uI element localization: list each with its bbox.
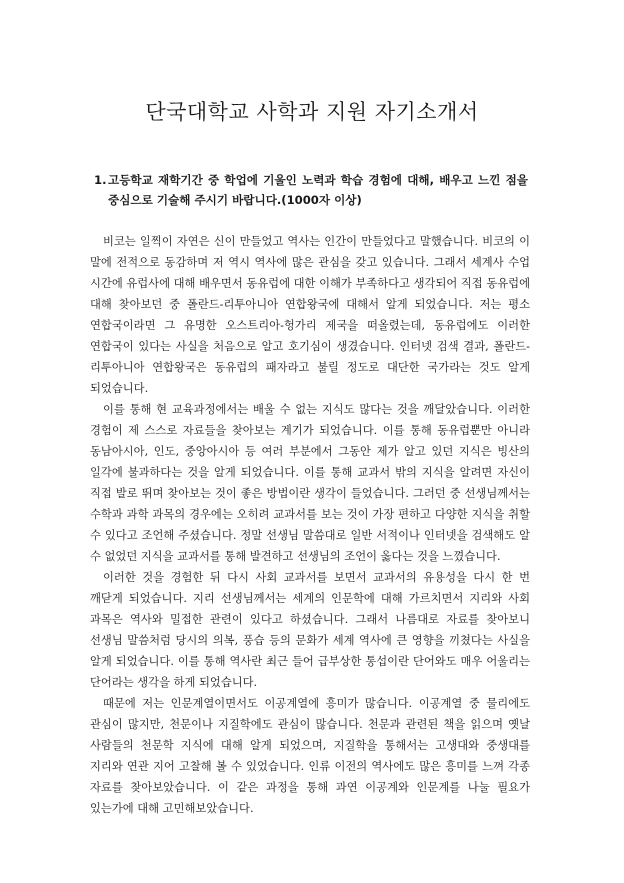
essay-paragraph: 비코는 일찍이 자연은 신이 만들었고 역사는 인간이 만들었다고 말했습니다. 비코의 이 말에 전적으로 동감하며 저 역시 역사에 많은 관심을 갖고 있습니다. 그래서 세계사 수업 시간에 유럽사에 대해 배우면서 동유럽에 대한 이해가 부족하다고 생각되어 직접 동유럽에 대해 찾아보던 중 폴란드-리투아니아 연합왕국에 대해서 알게 되었습니다. 저는 평소 연합국이라면 그 유명한 오스트리아-헝가리 제국을 떠올렸는데, 동유럽에도 이러한 연합국이 있다는 사실을 처음으로 알고 호기심이 생겼습니다. 인터넷 검색 결과, 폴란드-리투아니아 연합왕국은 동유럽의 패자라고 불릴 정도로 대단한 국가라는 것도 알게 되었습니다. [90, 235, 530, 395]
essay-paragraph: 이를 통해 현 교육과정에서는 배울 수 없는 지식도 많다는 것을 깨달았습니다. 이러한 경험이 제 스스로 자료들을 찾아보는 계기가 되었습니다. 이를 통해 동유럽뿐만 아니라 동남아시아, 인도, 중앙아시아 등 여러 부분에서 그동안 제가 알고 있던 지식은 빙산의 일각에 불과하다는 것을 알게 되었습니다. 이를 통해 교과서 밖의 지식을 알려면 자신이 직접 발로 뛰며 찾아보는 것이 좋은 방법이란 생각이 들었습니다. 그러던 중 선생님께서는 수학과 과학 과목의 경우에는 오히려 교과서를 보는 것이 가장 편하고 다양한 지식을 취할 수 있다고 조언해 주셨습니다. 정말 선생님 말씀대로 일반 서적이나 인터넷을 검색해도 알 수 없었던 지식을 교과서를 통해 발견하고 선생님의 조언이 옳다는 것을 느꼈습니다. [90, 403, 530, 563]
essay-body [90, 231, 530, 819]
question-prompt [94, 170, 528, 210]
question-number: 1. [94, 173, 107, 187]
essay-paragraph: 때문에 저는 인문계열이면서도 이공계열에 흥미가 많습니다. 이공계열 중 물리에도 관심이 많지만, 천문이나 지질학에도 관심이 많습니다. 천문과 관련된 책을 읽으며 옛날 사람들의 천문학 지식에 대해 알게 되었으며, 지질학을 통해서는 고생대와 중생대를 지리와 연관 지어 고찰해 볼 수 있었습니다. 인류 이전의 역사에도 많은 흥미를 느껴 각종 자료를 찾아보았습니다. 이 같은 과정을 통해 과연 이공계와 인문계를 나눌 필요가 있는가에 대해 고민해보았습니다. [90, 697, 530, 815]
essay-paragraph: 이러한 것을 경험한 뒤 다시 사회 교과서를 보면서 교과서의 유용성을 다시 한 번 깨닫게 되었습니다. 지리 선생님께서는 세계의 인문학에 대해 가르치면서 지리와 사회 과목은 역사와 밀접한 관련이 있다고 하셨습니다. 그래서 나름대로 자료를 찾아보니 선생님 말씀처럼 당시의 의복, 풍습 등의 문화가 세계 역사에 큰 영향을 끼쳤다는 사실을 알게 되었습니다. 이를 통해 역사란 최근 들어 급부상한 통섭이란 단어와도 매우 어울리는 단어라는 생각을 하게 되었습니다. [90, 571, 530, 689]
question-text: 고등학교 재학기간 중 학업에 기울인 노력과 학습 경험에 대해, 배우고 느낀 점을 중심으로 기술해 주시기 바랍니다.(1000자 이상) [108, 173, 528, 207]
document-title: 단국대학교 사학과 지원 자기소개서 [145, 100, 479, 124]
